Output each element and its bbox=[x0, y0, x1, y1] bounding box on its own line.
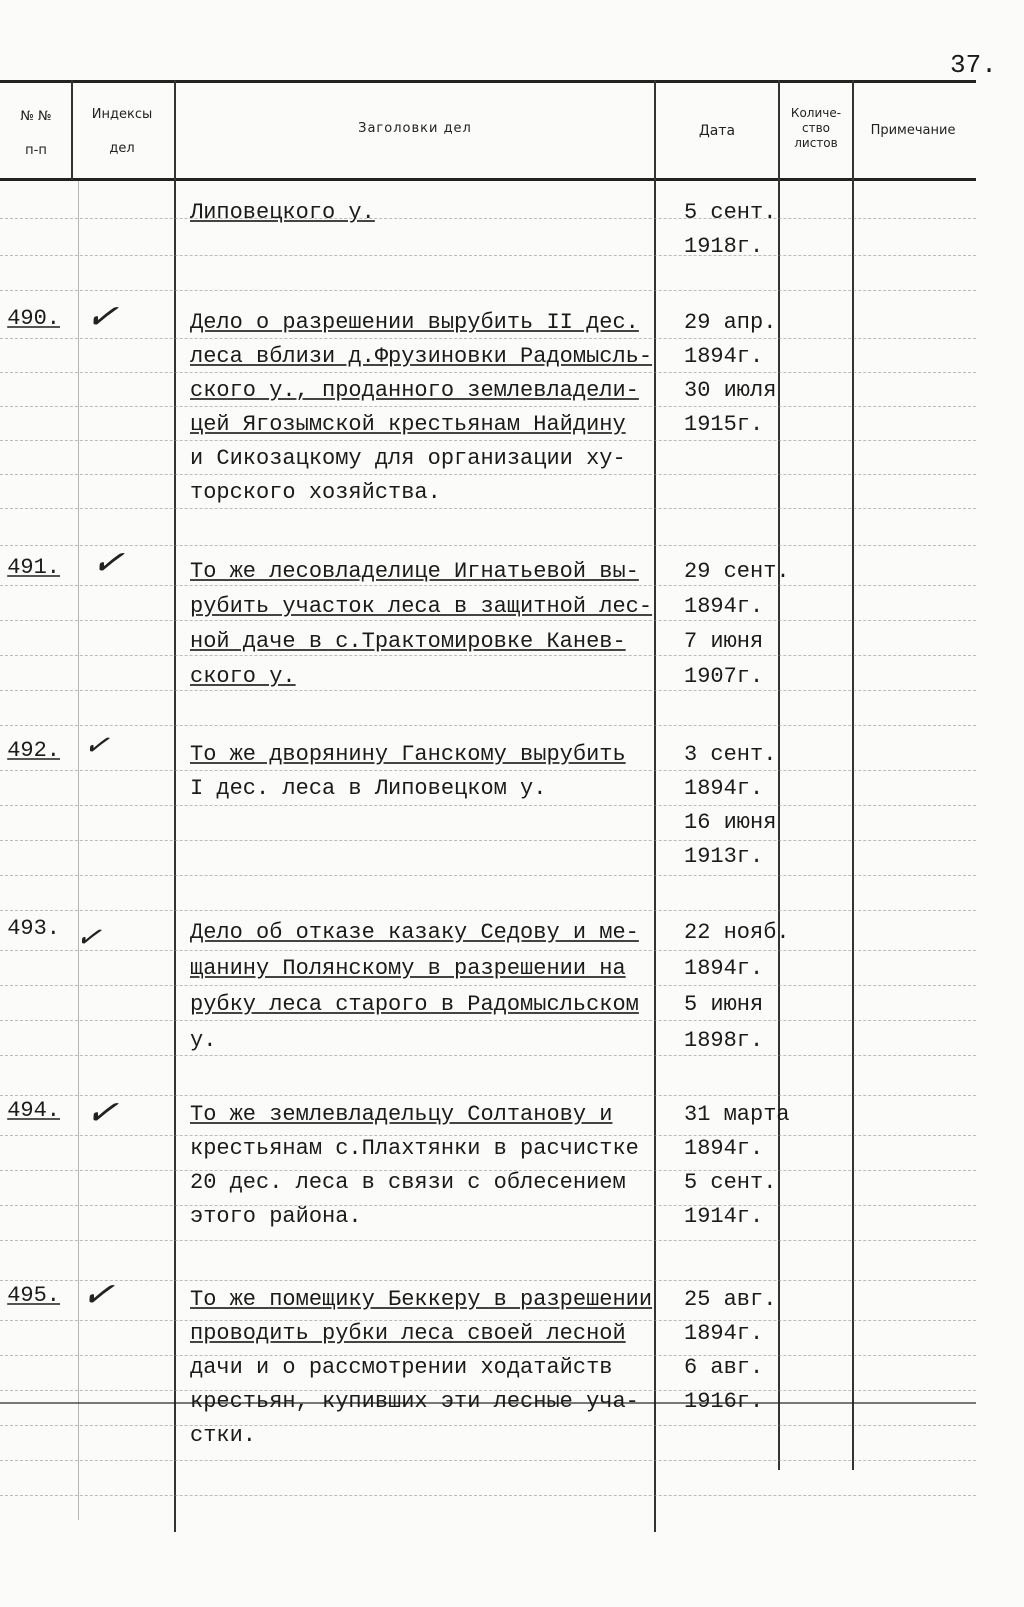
rule bbox=[0, 1240, 976, 1241]
rule bbox=[0, 1460, 976, 1461]
entry-date-line: 1894г. bbox=[684, 776, 764, 801]
entry-date-line: 31 марта bbox=[684, 1102, 790, 1127]
entry-number: 494. bbox=[7, 1098, 60, 1123]
header-num bbox=[4, 108, 68, 160]
entry-date-line: 1894г. bbox=[684, 956, 764, 981]
entry-title-line: Дело о разрешении вырубить II дес. bbox=[190, 310, 639, 335]
header-top-rule bbox=[0, 80, 976, 83]
header-sheets bbox=[780, 106, 852, 151]
entry-date-line: 22 нояб. bbox=[684, 920, 790, 945]
entry-title-line: цей Ягозымской крестьянам Найдину bbox=[190, 412, 626, 437]
rule bbox=[0, 255, 976, 256]
header-index bbox=[74, 106, 170, 158]
header-index-line1: Индексы bbox=[91, 107, 153, 122]
entry-title-line: То же лесовладелице Игнатьевой вы- bbox=[190, 559, 639, 584]
rule bbox=[0, 508, 976, 509]
col-divider-5 bbox=[852, 80, 854, 1470]
entry-number: 492. bbox=[7, 738, 60, 763]
entry-number: 491. bbox=[7, 555, 60, 580]
header-num-line1: № № bbox=[20, 109, 52, 124]
check-mark-icon: ✓ bbox=[79, 1269, 117, 1319]
header-bottom-rule bbox=[0, 178, 976, 181]
rule bbox=[0, 545, 976, 546]
entry-date-line: 29 апр. bbox=[684, 310, 777, 335]
entry-title-line: рубить участок леса в защитной лес- bbox=[190, 594, 653, 619]
entry-title-line: дачи и о рассмотрении ходатайств bbox=[190, 1355, 613, 1380]
entry-title-line: Липовецкого у. bbox=[190, 200, 375, 225]
entry-title-line: То же помещику Беккеру в разрешении bbox=[190, 1287, 653, 1312]
entry-date-line: 16 июня bbox=[684, 810, 777, 835]
entry-date-line: 3 сент. bbox=[684, 742, 777, 767]
check-mark-icon: ✓ bbox=[83, 291, 121, 341]
rule bbox=[0, 910, 976, 911]
entry-title-line: То же дворянину Ганскому вырубить bbox=[190, 742, 626, 767]
entry-date-line: 30 июля bbox=[684, 378, 777, 403]
entry-date-line: 1918г. bbox=[684, 234, 764, 259]
entry-date-line: 1894г. bbox=[684, 594, 764, 619]
header-num-line2: п-п bbox=[25, 143, 47, 158]
rule bbox=[0, 1425, 976, 1426]
check-mark-icon: ✓ bbox=[83, 1087, 121, 1137]
entry-title-line: 20 дес. леса в связи с облесением bbox=[190, 1170, 626, 1195]
header-date: Дата bbox=[698, 123, 736, 139]
rule bbox=[0, 840, 976, 841]
entry-title-line: Дело об отказе казаку Седову и ме- bbox=[190, 920, 639, 945]
entry-date-line: 29 сент. bbox=[684, 559, 790, 584]
check-mark-icon: ✓ bbox=[73, 918, 104, 957]
entry-date-line: 25 авг. bbox=[684, 1287, 777, 1312]
entry-title-line: щанину Полянскому в разрешении на bbox=[190, 956, 626, 981]
entry-date-line: 7 июня bbox=[684, 629, 764, 654]
entry-title-line: ского у. bbox=[190, 664, 296, 689]
header-index-line2: дел bbox=[109, 141, 135, 156]
entry-date-line: 1894г. bbox=[684, 1136, 764, 1161]
header-sheets-line1: Количе- bbox=[790, 106, 842, 120]
rule bbox=[0, 290, 976, 291]
entry-number: 495. bbox=[7, 1283, 60, 1308]
entry-title-line: леса вблизи д.Фрузиновки Радомысль- bbox=[190, 344, 653, 369]
entry-title-line: и Сикозацкому для организации ху- bbox=[190, 446, 626, 471]
entry-number: 493. bbox=[7, 916, 60, 941]
check-mark-icon: ✓ bbox=[89, 537, 127, 587]
entry-date-line: 1894г. bbox=[684, 1321, 764, 1346]
entry-title-line: торского хозяйства. bbox=[190, 480, 441, 505]
col-divider-3 bbox=[654, 80, 656, 1532]
rule bbox=[0, 1055, 976, 1056]
rule bbox=[0, 218, 976, 219]
header-title: Заголовки дел bbox=[358, 121, 472, 136]
rule bbox=[0, 1280, 976, 1281]
rule bbox=[0, 690, 976, 691]
rule bbox=[0, 1095, 976, 1096]
page-number: 37. bbox=[950, 50, 997, 80]
col-divider-2 bbox=[174, 80, 176, 1532]
entry-date-line: 1915г. bbox=[684, 412, 764, 437]
rule bbox=[0, 725, 976, 726]
header-note: Примечание bbox=[870, 123, 956, 138]
rule bbox=[0, 950, 976, 951]
entry-date-line: 1914г. bbox=[684, 1204, 764, 1229]
entry-title-line: проводить рубки леса своей лесной bbox=[190, 1321, 626, 1346]
entry-title-line: ной даче в с.Трактомировке Канев- bbox=[190, 629, 626, 654]
col-divider-6 bbox=[78, 180, 79, 1520]
entry-date-line: 5 сент. bbox=[684, 200, 777, 225]
entry-date-line: 6 авг. bbox=[684, 1355, 764, 1380]
col-divider-1 bbox=[71, 80, 73, 180]
entry-title-line: I дес. леса в Липовецком у. bbox=[190, 776, 547, 801]
entry-date-line: 1913г. bbox=[684, 844, 764, 869]
entry-date-line: 1894г. bbox=[684, 344, 764, 369]
rule bbox=[0, 875, 976, 876]
check-mark-icon: ✓ bbox=[81, 726, 112, 765]
rule bbox=[0, 1495, 976, 1496]
entry-date-line: 5 июня bbox=[684, 992, 764, 1017]
entry-title-line: ского у., проданного землевладели- bbox=[190, 378, 639, 403]
entry-title-line: стки. bbox=[190, 1423, 257, 1448]
entry-title-line: крестьян, купивших эти лесные уча- bbox=[190, 1389, 639, 1414]
entry-date-line: 1916г. bbox=[684, 1389, 764, 1414]
entry-title-line: крестьянам с.Плахтянки в расчистке bbox=[190, 1136, 639, 1161]
rule bbox=[0, 1205, 976, 1206]
header-sheets-line3: листов bbox=[794, 136, 838, 150]
entry-date-line: 1898г. bbox=[684, 1028, 764, 1053]
entry-number: 490. bbox=[7, 306, 60, 331]
header-sheets-line2: ство bbox=[801, 121, 830, 135]
entry-title-line: у. bbox=[190, 1028, 217, 1053]
entry-date-line: 1907г. bbox=[684, 664, 764, 689]
entry-date-line: 5 сент. bbox=[684, 1170, 777, 1195]
entry-title-line: этого района. bbox=[190, 1204, 362, 1229]
entry-title-line: То же землевладельцу Солтанову и bbox=[190, 1102, 613, 1127]
col-divider-4 bbox=[778, 80, 780, 1470]
entry-title-line: рубку леса старого в Радомысльском bbox=[190, 992, 639, 1017]
